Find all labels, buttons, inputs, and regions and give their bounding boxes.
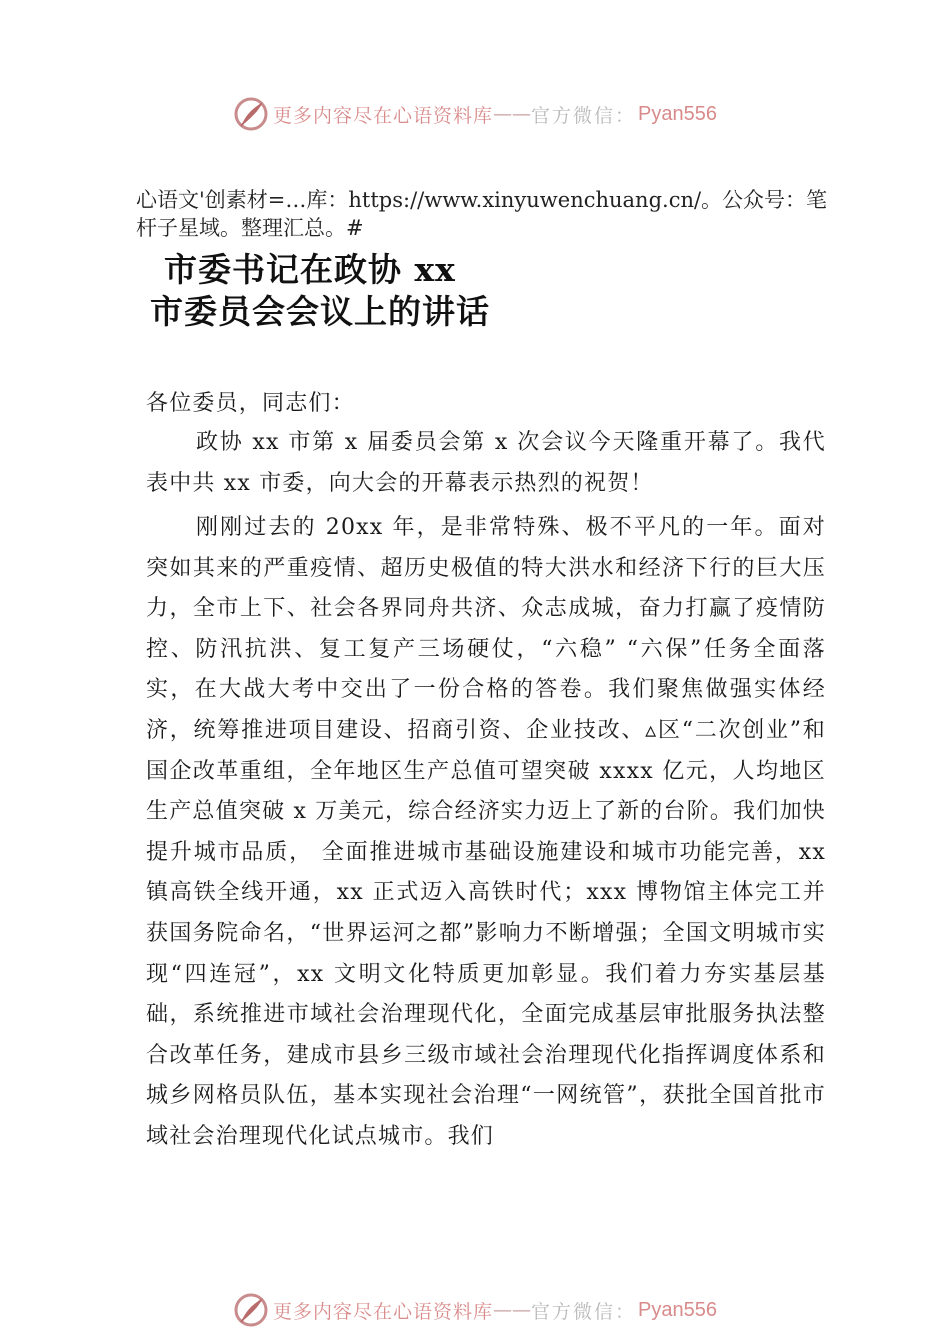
quill-logo-icon <box>233 1292 269 1328</box>
header-banner <box>0 94 950 134</box>
footer-banner <box>0 1290 950 1330</box>
quill-logo-icon <box>233 96 269 132</box>
banner-wechat-id: Pyan556 <box>638 1298 717 1321</box>
paragraph-1: 政协 xx 市第 x 届委员会第 x 次会议今天隆重开幕了。我代表中共 xx 市委，向大会的开幕表示热烈的祝贺！ <box>146 430 826 496</box>
title-line-1: 市委书记在政协 xx <box>164 250 456 289</box>
greeting: 各位委员，同志们： <box>146 391 355 416</box>
paragraph-2: 刚刚过去的 20xx 年，是非常特殊、极不平凡的一年。面对突如其来的严重疫情、超历史极值的特大洪水和经济下行的巨大压力，全市上下、社会各界同舟共济、众志成城，奋力打赢了疫情防控、防汛抗洪、复工复产三场硬仗，“六稳” “六保”任务全面落实，在大战大考中交出了一份合格的答卷。我们聚焦做强实体经济，统筹推进项目建设、招商引资、企业技改、▵区“二次创业”和国企改革重组，全年地区生产总值可望突破 xxxx 亿元，人均地区生产总值突破 x 万美元，综合经济实力迈上了新的台阶。我们加快提升城市品质， 全面推进城市基础设施建设和城市功能完善，xx 镇高铁全线开通，xx 正式迈入高铁时代；xxx 博物馆主体完工并获国务院命名，“世界运河之都”影响力不断增强；全国文明城市实现“四连冠”，xx 文明文化特质更加彰显。我们着力夯实基层基础，系统推进市域社会治理现代化，全面完成基层审批服务执法整合改革任务，建成市县乡三级市域社会治理现代化指挥调度体系和城乡网格员队伍，基本实现社会治理“一网统管”，获批全国首批市域社会治理现代化试点城市。我们 <box>146 515 826 1149</box>
banner-text: 更多内容尽在心语资料库 <box>273 104 494 127</box>
banner-label: 官方微信： <box>531 1300 637 1323</box>
banner-label: 官方微信： <box>531 104 637 127</box>
banner-text: 更多内容尽在心语资料库 <box>273 1300 494 1323</box>
source-note: 心语文'创素材=…库：https://www.xinyuwenchuang.cn/。公众号：笔杆子星域。整理汇总。# <box>136 188 828 240</box>
banner-dash: —— <box>493 103 532 125</box>
banner-wechat-id: Pyan556 <box>638 102 717 125</box>
banner-dash: —— <box>493 1299 532 1321</box>
title-line-2: 市委员会会议上的讲话 <box>150 292 490 331</box>
